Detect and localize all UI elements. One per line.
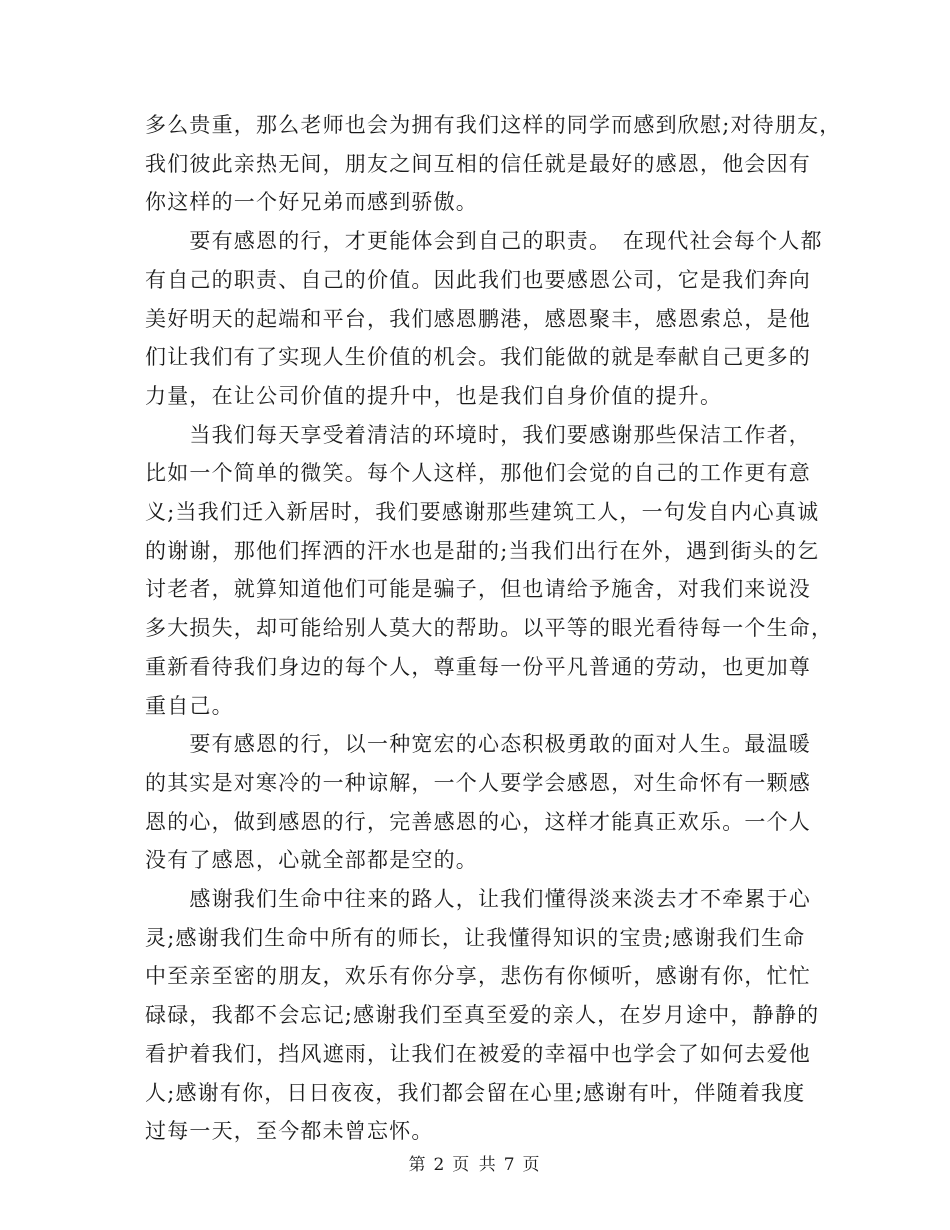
text-line: 过每一天，至今都未曾忘怀。 <box>145 1119 434 1144</box>
text-line: 恩的心，做到感恩的行，完善感恩的心，这样才能真正欢乐。一个人 <box>145 809 811 834</box>
paragraph <box>145 416 834 726</box>
text-line: 多大损失，却可能给别人莫大的帮助。以平等的眼光看待每一个生命， <box>145 616 834 641</box>
text-line: 有自己的职责、自己的价值。因此我们也要感恩公司，它是我们奔向 <box>145 267 811 292</box>
text-line: 们让我们有了实现人生价值的机会。我们能做的就是奉献自己更多的 <box>145 345 811 370</box>
paragraph <box>145 880 820 1151</box>
text-line: 要有感恩的行，才更能体会到自己的职责。 在现代社会每个人都 <box>145 229 823 254</box>
text-line: 美好明天的起端和平台，我们感恩鹏港，感恩聚丰，感恩索总，是他 <box>145 306 811 331</box>
paragraph <box>145 106 842 222</box>
text-line: 多么贵重，那么老师也会为拥有我们这样的同学而感到欣慰;对待朋友， <box>145 113 842 137</box>
body-text <box>145 106 842 1151</box>
footer-prefix: 第 <box>408 1155 428 1175</box>
page-footer <box>0 1150 950 1175</box>
paragraph <box>145 222 823 416</box>
text-line: 碌碌，我都不会忘记;感谢我们至真至爱的亲人，在岁月途中，静静的 <box>145 1003 820 1028</box>
text-line: 没有了感恩，心就全部都是空的。 <box>145 848 478 873</box>
text-line: 义;当我们迁入新居时，我们要感谢那些建筑工人，一句发自内心真诚 <box>145 500 820 525</box>
text-line: 讨老者，就算知道他们可能是骗子，但也请给予施舍，对我们来说没 <box>145 577 811 602</box>
footer-suffix: 页 <box>522 1155 542 1175</box>
text-line: 重自己。 <box>145 693 234 718</box>
text-line: 比如一个简单的微笑。每个人这样，那他们会觉的自己的工作更有意 <box>145 461 811 486</box>
paragraph <box>145 725 810 880</box>
text-line: 我们彼此亲热无间，朋友之间互相的信任就是最好的感恩，他会因有 <box>145 151 811 176</box>
text-line: 重新看待我们身边的每个人，尊重每一份平凡普通的劳动，也更加尊 <box>145 654 811 679</box>
total-page-count: 7 <box>503 1155 517 1175</box>
footer-middle: 页 共 <box>452 1155 498 1175</box>
text-line: 看护着我们，挡风遮雨，让我们在被爱的幸福中也学会了如何去爱他 <box>145 1041 811 1066</box>
text-line: 人;感谢有你，日日夜夜，我们都会留在心里;感谢有叶，伴随着我度 <box>145 1080 806 1105</box>
text-line: 灵;感谢我们生命中所有的师长，让我懂得知识的宝贵;感谢我们生命 <box>145 925 806 950</box>
text-line: 要有感恩的行，以一种宽宏的心态积极勇敢的面对人生。最温暖 <box>145 732 811 757</box>
text-line: 感谢我们生命中往来的路人，让我们懂得淡来淡去才不牵累于心 <box>145 887 811 912</box>
current-page-number: 2 <box>433 1155 447 1175</box>
text-line: 的谢谢，那他们挥洒的汗水也是甜的;当我们出行在外，遇到街头的乞 <box>145 538 820 563</box>
text-line: 当我们每天享受着清洁的环境时，我们要感谢那些保洁工作者， <box>145 422 811 447</box>
text-line: 的其实是对寒冷的一种谅解，一个人要学会感恩，对生命怀有一颗感 <box>145 770 811 795</box>
text-line: 力量，在让公司价值的提升中，也是我们自身价值的提升。 <box>145 383 723 408</box>
text-line: 中至亲至密的朋友，欢乐有你分享，悲伤有你倾听，感谢有你，忙忙 <box>145 964 811 989</box>
text-line: 你这样的一个好兄弟而感到骄傲。 <box>145 190 478 215</box>
